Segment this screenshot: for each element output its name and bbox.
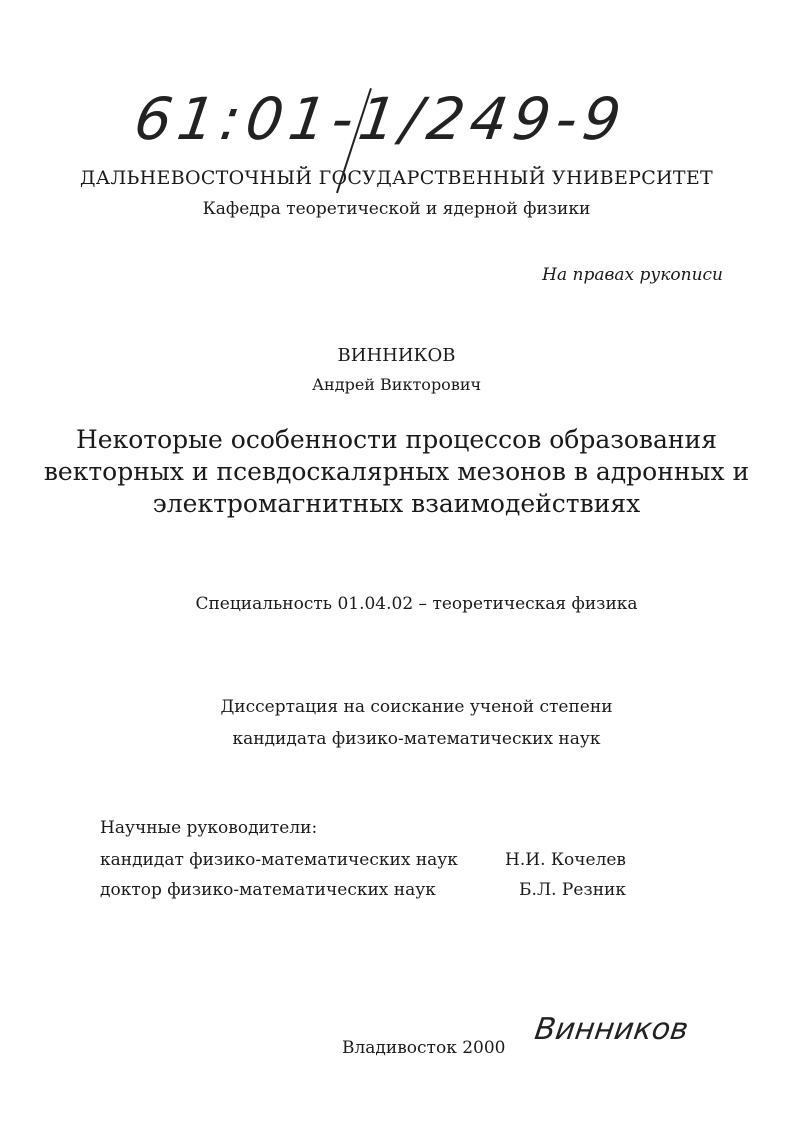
supervisors-heading: Научные руководители: <box>100 818 318 838</box>
handwritten-signature: Винников <box>532 1012 691 1047</box>
degree-line: Диссертация на соискание ученой степени <box>220 697 613 717</box>
supervisor-degree: доктор физико-математических наук <box>100 880 436 900</box>
handwritten-archive-code: 61:01-1/249-9 <box>130 85 631 153</box>
thesis-title-line: электромагнитных взаимодействиях <box>152 489 641 518</box>
supervisor-name: Б.Л. Резник <box>519 880 626 900</box>
author-surname: ВИННИКОВ <box>337 345 456 366</box>
degree-line: кандидата физико-математических наук <box>232 729 601 749</box>
thesis-title-line: Некоторые особенности процессов образования <box>75 425 717 454</box>
department-name: Кафедра теоретической и ядерной физики <box>202 199 591 219</box>
university-name: ДАЛЬНЕВОСТОЧНЫЙ ГОСУДАРСТВЕННЫЙ УНИВЕРСИТЕТ <box>79 167 714 189</box>
city-year: Владивосток 2000 <box>342 1038 506 1058</box>
supervisor-name: Н.И. Кочелев <box>505 850 626 870</box>
specialty: Специальность 01.04.02 – теоретическая физика <box>195 594 638 614</box>
thesis-title-line: векторных и псевдоскалярных мезонов в адронных и <box>43 457 750 486</box>
author-given-name: Андрей Викторович <box>311 375 482 394</box>
supervisor-degree: кандидат физико-математических наук <box>100 850 458 870</box>
manuscript-note: На правах рукописи <box>542 265 723 285</box>
